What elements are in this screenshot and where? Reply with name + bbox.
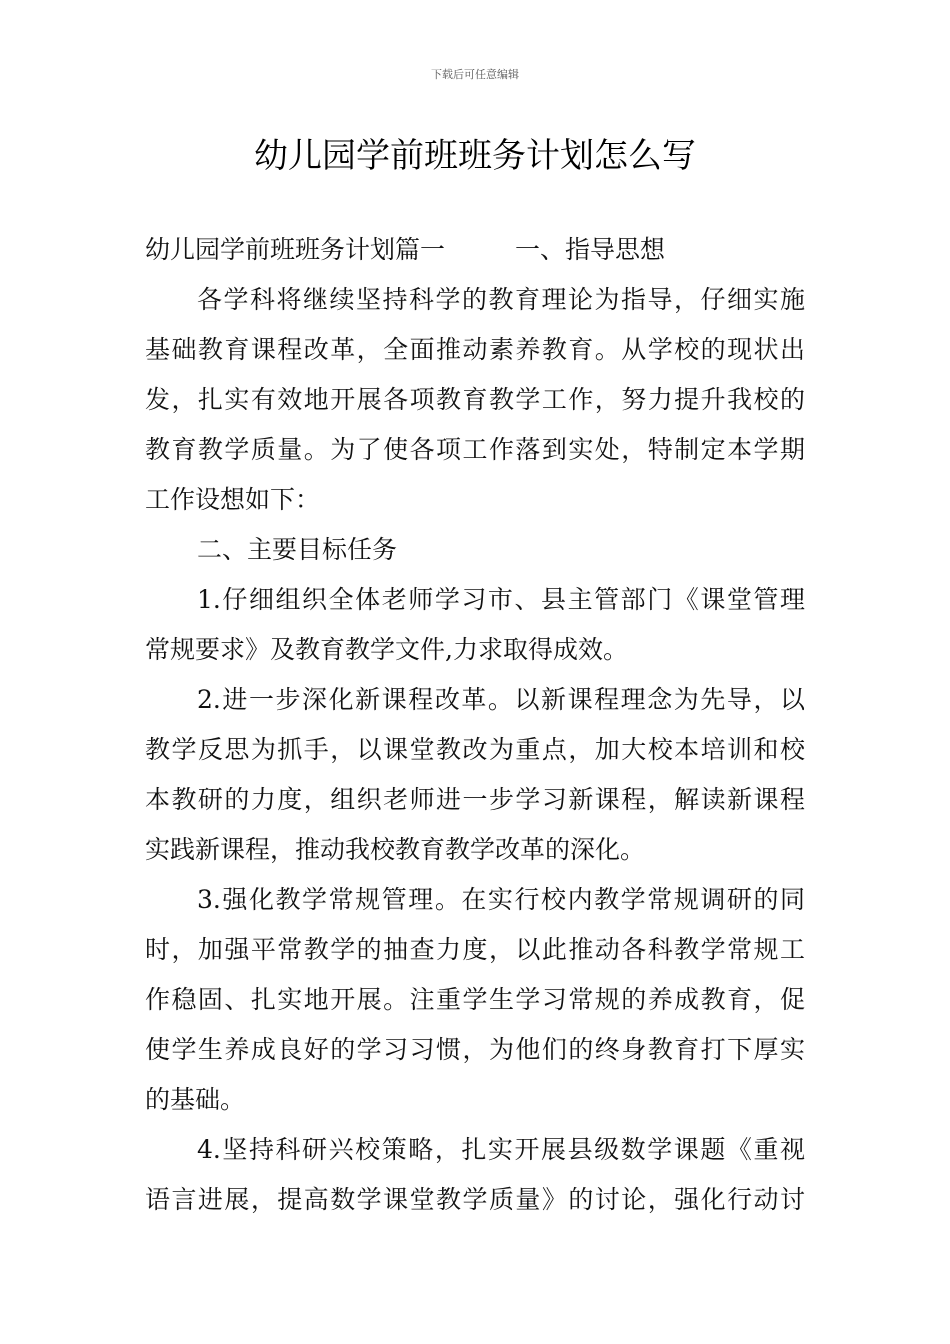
paragraph-line: 2.进一步深化新课程改革。以新课程理念为先导，以 <box>197 685 805 714</box>
paragraph-line: 各学科将继续坚持科学的教育理论为指导，仔细实施 <box>197 285 805 314</box>
header-note: 下载后可任意编辑 <box>431 68 519 81</box>
paragraph-line: 3.强化教学常规管理。在实行校内教学常规调研的同 <box>197 885 805 914</box>
paragraph-line: 常规要求》及教育教学文件,力求取得成效。 <box>145 635 628 664</box>
paragraph-line: 语言进展，提高数学课堂教学质量》的讨论，强化行动讨 <box>145 1185 805 1214</box>
paragraph-line: 作稳固、扎实地开展。注重学生学习常规的养成教育，促 <box>145 985 805 1014</box>
paragraph-line: 使学生养成良好的学习习惯，为他们的终身教育打下厚实 <box>145 1035 805 1064</box>
paragraph-line: 的基础。 <box>145 1085 246 1114</box>
paragraph-line: 工作设想如下： <box>145 485 321 514</box>
paragraph-line: 4.坚持科研兴校策略，扎实开展县级数学课题《重视 <box>197 1135 805 1164</box>
paragraph-line: 教育教学质量。为了使各项工作落到实处，特制定本学期 <box>145 435 805 464</box>
section-line <box>145 234 805 266</box>
paragraph-line: 教学反思为抓手，以课堂教改为重点，加大校本培训和校 <box>145 735 805 764</box>
paragraph-line: 1.仔细组织全体老师学习市、县主管部门《课堂管理 <box>197 585 805 614</box>
paragraph-line: 基础教育课程改革，全面推动素养教育。从学校的现状出 <box>145 335 805 364</box>
document-title: 幼儿园学前班班务计划怎么写 <box>254 136 696 176</box>
paragraph-line: 时，加强平常教学的抽查力度，以此推动各科教学常规工 <box>145 935 805 964</box>
paragraph-line: 本教研的力度，组织老师进一步学习新课程，解读新课程 <box>145 785 805 814</box>
paragraph-line: 实践新课程，推动我校教育教学改革的深化。 <box>145 835 646 864</box>
section-heading: 一、指导思想 <box>515 235 666 264</box>
paragraph-line: 发，扎实有效地开展各项教育教学工作，努力提升我校的 <box>145 385 805 414</box>
part-label: 幼儿园学前班班务计划篇一 <box>145 235 446 264</box>
section-heading: 二、主要目标任务 <box>197 535 398 564</box>
